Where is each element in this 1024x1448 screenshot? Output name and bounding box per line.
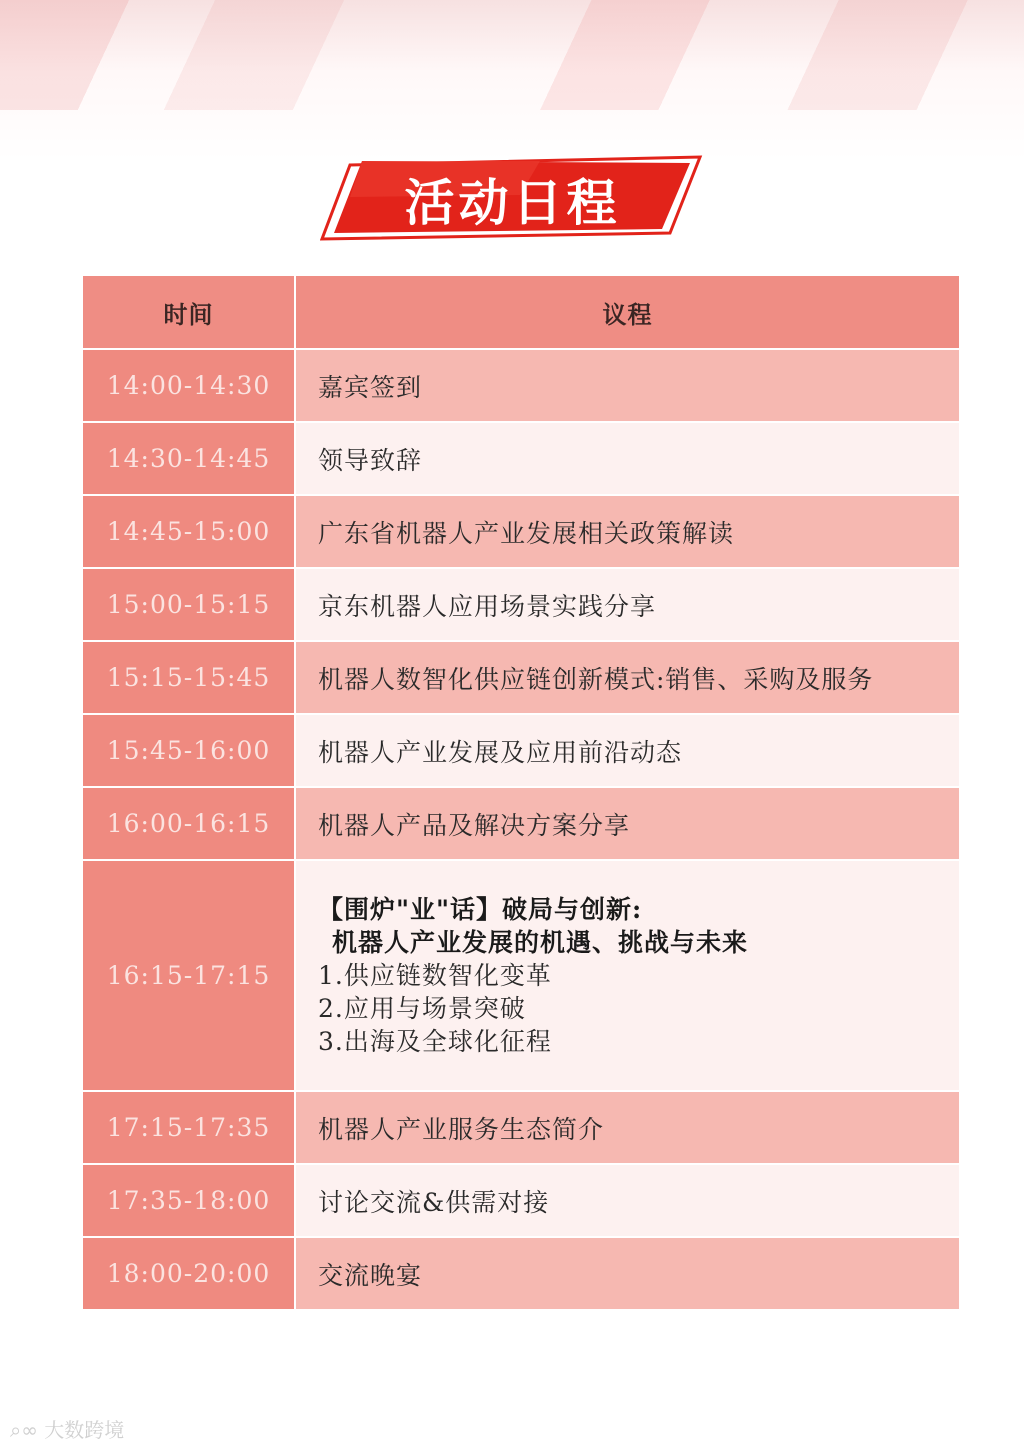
agenda-cell: 机器人产业服务生态简介 xyxy=(296,1092,959,1163)
table-row xyxy=(83,1165,959,1236)
time-cell: 15:15-15:45 xyxy=(83,642,294,713)
agenda-cell: 机器人产业发展及应用前沿动态 xyxy=(296,715,959,786)
title-banner xyxy=(320,155,705,241)
panel-title: 【围炉"业"话】破局与创新: xyxy=(318,895,643,924)
panel-item: 2.应用与场景突破 xyxy=(318,994,526,1023)
table-row xyxy=(83,642,959,713)
table-row xyxy=(83,1092,959,1163)
agenda-cell: 讨论交流&供需对接 xyxy=(296,1165,959,1236)
table-row xyxy=(83,1238,959,1309)
table-row xyxy=(83,788,959,859)
page-title: 活动日程 xyxy=(404,174,621,232)
agenda-cell: 京东机器人应用场景实践分享 xyxy=(296,569,959,640)
time-cell: 14:30-14:45 xyxy=(83,423,294,494)
time-cell: 16:15-17:15 xyxy=(83,861,294,1090)
agenda-cell: 机器人产品及解决方案分享 xyxy=(296,788,959,859)
panel-item: 3.出海及全球化征程 xyxy=(318,1027,552,1056)
header-time: 时间 xyxy=(83,276,294,348)
panel-item: 1.供应链数智化变革 xyxy=(318,961,552,990)
time-cell: 15:00-15:15 xyxy=(83,569,294,640)
table-row xyxy=(83,423,959,494)
watermark-text: 大数跨境 xyxy=(44,1418,125,1442)
agenda-cell: 领导致辞 xyxy=(296,423,959,494)
panel-subtitle: 机器人产业发展的机遇、挑战与未来 xyxy=(332,928,749,957)
table-row-panel xyxy=(83,861,959,1090)
table-row xyxy=(83,350,959,421)
time-cell: 16:00-16:15 xyxy=(83,788,294,859)
schedule-table xyxy=(83,276,959,1311)
agenda-cell: 交流晚宴 xyxy=(296,1238,959,1309)
time-cell: 14:45-15:00 xyxy=(83,496,294,567)
agenda-cell: 嘉宾签到 xyxy=(296,350,959,421)
header-background xyxy=(0,0,1024,160)
table-row xyxy=(83,715,959,786)
table-row xyxy=(83,569,959,640)
time-cell: 15:45-16:00 xyxy=(83,715,294,786)
agenda-cell: 机器人数智化供应链创新模式:销售、采购及服务 xyxy=(296,642,959,713)
watermark-logo xyxy=(10,1414,124,1443)
time-cell: 14:00-14:30 xyxy=(83,350,294,421)
table-row xyxy=(83,496,959,567)
watermark-icon: ⌕∞ xyxy=(10,1418,38,1442)
time-cell: 17:15-17:35 xyxy=(83,1092,294,1163)
time-cell: 17:35-18:00 xyxy=(83,1165,294,1236)
header-agenda: 议程 xyxy=(296,276,959,348)
table-header xyxy=(83,276,959,348)
panel-discussion-cell xyxy=(296,861,959,1090)
agenda-cell: 广东省机器人产业发展相关政策解读 xyxy=(296,496,959,567)
time-cell: 18:00-20:00 xyxy=(83,1238,294,1309)
